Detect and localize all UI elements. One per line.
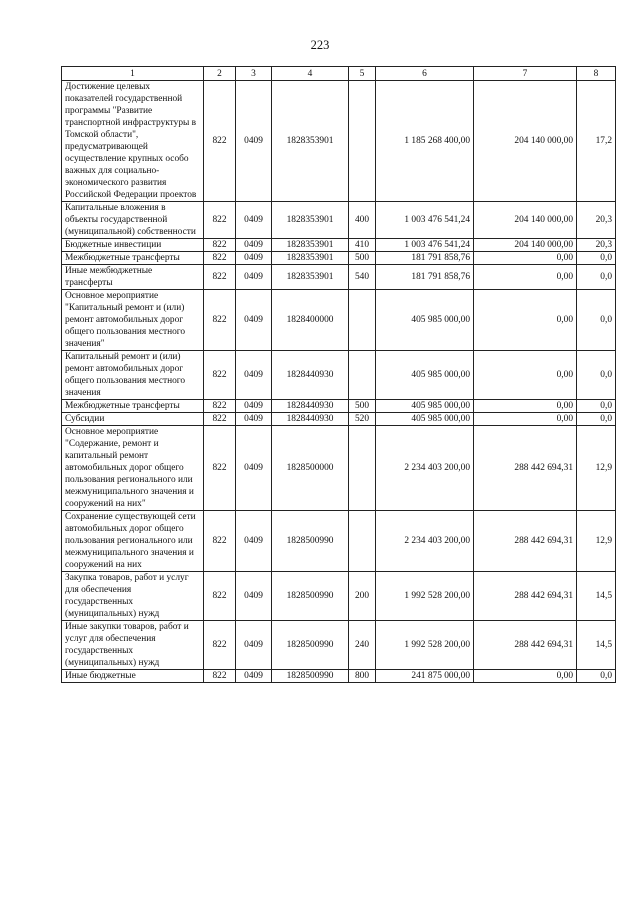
cell-section-code: 0409	[236, 239, 272, 252]
cell-grbs-code: 822	[204, 252, 236, 265]
cell-expense-type: 520	[349, 413, 376, 426]
cell-name: Достижение целевых показателей государственной программы "Развитие транспортной инфраструктуры в Томской области", предусматривающей осуществление крупных особо важных для социально-экономического развития Российской Федерации проектов	[62, 81, 204, 202]
cell-planned-amount: 1 003 476 541,24	[376, 202, 474, 239]
cell-section-code: 0409	[236, 572, 272, 621]
cell-executed-amount: 204 140 000,00	[474, 81, 577, 202]
col-header-1: 1	[62, 67, 204, 81]
cell-execution-percent: 0,0	[577, 351, 616, 400]
cell-target-article: 1828500990	[272, 572, 349, 621]
cell-name: Межбюджетные трансферты	[62, 252, 204, 265]
cell-target-article: 1828353901	[272, 239, 349, 252]
cell-execution-percent: 0,0	[577, 265, 616, 290]
cell-target-article: 1828353901	[272, 81, 349, 202]
table-row	[62, 252, 616, 265]
cell-grbs-code: 822	[204, 202, 236, 239]
table-row	[62, 572, 616, 621]
cell-section-code: 0409	[236, 351, 272, 400]
table-header-row	[62, 67, 616, 81]
cell-name: Иные закупки товаров, работ и услуг для обеспечения государственных (муниципальных) нужд	[62, 621, 204, 670]
cell-expense-type: 410	[349, 239, 376, 252]
col-header-2: 2	[204, 67, 236, 81]
cell-name: Капитальные вложения в объекты государственной (муниципальной) собственности	[62, 202, 204, 239]
cell-name: Иные бюджетные	[62, 670, 204, 683]
cell-planned-amount: 1 992 528 200,00	[376, 621, 474, 670]
col-header-8: 8	[577, 67, 616, 81]
table-row	[62, 621, 616, 670]
cell-target-article: 1828353901	[272, 265, 349, 290]
cell-execution-percent: 14,5	[577, 572, 616, 621]
cell-section-code: 0409	[236, 511, 272, 572]
cell-name: Иные межбюджетные трансферты	[62, 265, 204, 290]
cell-execution-percent: 0,0	[577, 290, 616, 351]
cell-executed-amount: 288 442 694,31	[474, 511, 577, 572]
cell-grbs-code: 822	[204, 351, 236, 400]
cell-target-article: 1828440930	[272, 351, 349, 400]
cell-grbs-code: 822	[204, 572, 236, 621]
cell-execution-percent: 0,0	[577, 252, 616, 265]
cell-section-code: 0409	[236, 400, 272, 413]
table-row	[62, 670, 616, 683]
cell-executed-amount: 0,00	[474, 670, 577, 683]
cell-grbs-code: 822	[204, 426, 236, 511]
cell-section-code: 0409	[236, 202, 272, 239]
cell-target-article: 1828353901	[272, 202, 349, 239]
cell-planned-amount: 405 985 000,00	[376, 351, 474, 400]
cell-expense-type	[349, 81, 376, 202]
cell-expense-type	[349, 426, 376, 511]
cell-execution-percent: 17,2	[577, 81, 616, 202]
cell-planned-amount: 405 985 000,00	[376, 413, 474, 426]
table-row	[62, 426, 616, 511]
cell-planned-amount: 405 985 000,00	[376, 290, 474, 351]
cell-grbs-code: 822	[204, 511, 236, 572]
cell-target-article: 1828500990	[272, 670, 349, 683]
cell-execution-percent: 0,0	[577, 670, 616, 683]
cell-grbs-code: 822	[204, 290, 236, 351]
col-header-4: 4	[272, 67, 349, 81]
cell-executed-amount: 204 140 000,00	[474, 239, 577, 252]
cell-execution-percent: 0,0	[577, 400, 616, 413]
cell-section-code: 0409	[236, 413, 272, 426]
cell-executed-amount: 288 442 694,31	[474, 572, 577, 621]
cell-target-article: 1828500000	[272, 426, 349, 511]
cell-planned-amount: 181 791 858,76	[376, 252, 474, 265]
cell-planned-amount: 241 875 000,00	[376, 670, 474, 683]
cell-target-article: 1828500990	[272, 621, 349, 670]
cell-planned-amount: 2 234 403 200,00	[376, 426, 474, 511]
col-header-6: 6	[376, 67, 474, 81]
cell-expense-type: 240	[349, 621, 376, 670]
table-row	[62, 265, 616, 290]
cell-target-article: 1828353901	[272, 252, 349, 265]
cell-planned-amount: 1 992 528 200,00	[376, 572, 474, 621]
table-row	[62, 81, 616, 202]
cell-executed-amount: 204 140 000,00	[474, 202, 577, 239]
cell-expense-type: 500	[349, 252, 376, 265]
cell-expense-type: 500	[349, 400, 376, 413]
cell-grbs-code: 822	[204, 400, 236, 413]
cell-execution-percent: 14,5	[577, 621, 616, 670]
cell-name: Бюджетные инвестиции	[62, 239, 204, 252]
cell-expense-type	[349, 351, 376, 400]
cell-grbs-code: 822	[204, 265, 236, 290]
cell-execution-percent: 12,9	[577, 426, 616, 511]
cell-execution-percent: 0,0	[577, 413, 616, 426]
cell-expense-type	[349, 290, 376, 351]
cell-name: Капитальный ремонт и (или) ремонт автомобильных дорог общего пользования местного значения	[62, 351, 204, 400]
cell-expense-type: 540	[349, 265, 376, 290]
cell-execution-percent: 20,3	[577, 239, 616, 252]
cell-name: Сохранение существующей сети автомобильных дорог общего пользования регионального или межмуниципального значения и сооружений на них	[62, 511, 204, 572]
table-row	[62, 202, 616, 239]
cell-target-article: 1828400000	[272, 290, 349, 351]
table-row	[62, 290, 616, 351]
cell-planned-amount: 181 791 858,76	[376, 265, 474, 290]
cell-expense-type: 200	[349, 572, 376, 621]
col-header-3: 3	[236, 67, 272, 81]
cell-section-code: 0409	[236, 81, 272, 202]
cell-name: Основное мероприятие "Содержание, ремонт и капитальный ремонт автомобильных дорог общего пользования регионального или межмуниципального значения и сооружений на них"	[62, 426, 204, 511]
cell-executed-amount: 0,00	[474, 351, 577, 400]
cell-expense-type	[349, 511, 376, 572]
col-header-5: 5	[349, 67, 376, 81]
cell-grbs-code: 822	[204, 413, 236, 426]
table-row	[62, 351, 616, 400]
cell-executed-amount: 0,00	[474, 400, 577, 413]
table-row	[62, 400, 616, 413]
cell-executed-amount: 0,00	[474, 265, 577, 290]
cell-section-code: 0409	[236, 621, 272, 670]
table-row	[62, 239, 616, 252]
cell-grbs-code: 822	[204, 239, 236, 252]
cell-expense-type: 800	[349, 670, 376, 683]
cell-execution-percent: 12,9	[577, 511, 616, 572]
cell-section-code: 0409	[236, 265, 272, 290]
cell-planned-amount: 1 003 476 541,24	[376, 239, 474, 252]
cell-grbs-code: 822	[204, 670, 236, 683]
cell-executed-amount: 0,00	[474, 290, 577, 351]
cell-planned-amount: 405 985 000,00	[376, 400, 474, 413]
col-header-7: 7	[474, 67, 577, 81]
cell-grbs-code: 822	[204, 621, 236, 670]
table-row	[62, 413, 616, 426]
budget-table	[61, 66, 616, 683]
cell-planned-amount: 1 185 268 400,00	[376, 81, 474, 202]
cell-section-code: 0409	[236, 290, 272, 351]
cell-executed-amount: 288 442 694,31	[474, 426, 577, 511]
cell-section-code: 0409	[236, 426, 272, 511]
table-row	[62, 511, 616, 572]
cell-grbs-code: 822	[204, 81, 236, 202]
cell-expense-type: 400	[349, 202, 376, 239]
cell-executed-amount: 288 442 694,31	[474, 621, 577, 670]
cell-section-code: 0409	[236, 670, 272, 683]
cell-name: Субсидии	[62, 413, 204, 426]
cell-execution-percent: 20,3	[577, 202, 616, 239]
page-number: 223	[310, 38, 330, 52]
cell-executed-amount: 0,00	[474, 413, 577, 426]
cell-executed-amount: 0,00	[474, 252, 577, 265]
cell-target-article: 1828440930	[272, 413, 349, 426]
cell-name: Основное мероприятие "Капитальный ремонт и (или) ремонт автомобильных дорог общего пользования местного значения"	[62, 290, 204, 351]
cell-planned-amount: 2 234 403 200,00	[376, 511, 474, 572]
cell-target-article: 1828500990	[272, 511, 349, 572]
cell-target-article: 1828440930	[272, 400, 349, 413]
cell-name: Межбюджетные трансферты	[62, 400, 204, 413]
cell-name: Закупка товаров, работ и услуг для обеспечения государственных (муниципальных) нужд	[62, 572, 204, 621]
cell-section-code: 0409	[236, 252, 272, 265]
